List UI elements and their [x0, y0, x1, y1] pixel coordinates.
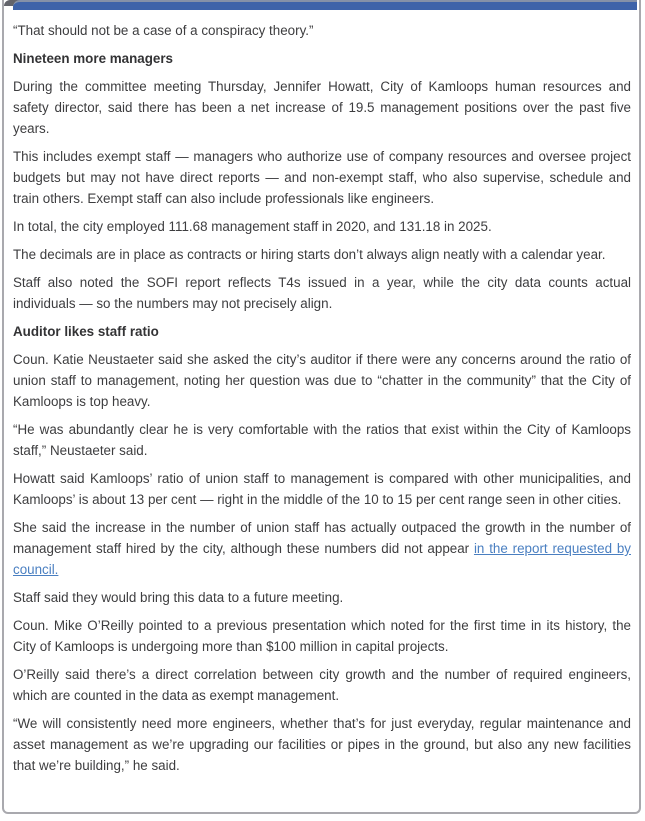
- paragraph: This includes exempt staff — managers who authorize use of company resources and oversee project budgets but may not have direct reports — and non-exempt staff, who also supervise, schedule and train others. Exempt staff can also include professionals like engineers.: [13, 149, 631, 206]
- paragraph-text: She said the increase in the number of union staff has actually outpaced the growth in the number of management staff hired by the city, although these numbers did not appear: [13, 520, 631, 556]
- top-accent-bar: [13, 0, 637, 10]
- paragraph: In total, the city employed 111.68 management staff in 2020, and 131.18 in 2025.: [13, 219, 492, 234]
- paragraph-with-link: [13, 517, 631, 580]
- quote-paragraph: “We will consistently need more engineers, whether that’s for just everyday, regular maintenance and asset management as we’re upgrading our facilities or pipes in the ground, but also any new facilities that we’re building,” he said.: [13, 716, 631, 773]
- article-body: [8, 12, 635, 808]
- section-heading-auditor-likes-staff-ratio: Auditor likes staff ratio: [13, 324, 159, 339]
- quote-paragraph: “That should not be a case of a conspiracy theory.”: [13, 23, 314, 38]
- paragraph: The decimals are in place as contracts or hiring starts don’t always align neatly with a calendar year.: [13, 247, 606, 262]
- paragraph: Howatt said Kamloops’ ratio of union staff to management is compared with other municipalities, and Kamloops’ is about 13 per cent — right in the middle of the 10 to 15 per cent range seen in other cities.: [13, 471, 631, 507]
- article-frame: [2, 0, 641, 814]
- paragraph: O’Reilly said there’s a direct correlation between city growth and the number of required engineers, which are counted in the data as exempt management.: [13, 667, 631, 703]
- paragraph: “He was abundantly clear he is very comfortable with the ratios that exist within the City of Kamloops staff,” Neustaeter said.: [13, 422, 631, 458]
- paragraph: Coun. Mike O’Reilly pointed to a previous presentation which noted for the first time in its history, the City of Kamloops is undergoing more than $100 million in capital projects.: [13, 618, 631, 654]
- paragraph: During the committee meeting Thursday, Jennifer Howatt, City of Kamloops human resources and safety director, said there has been a net increase of 19.5 management positions over the past five years.: [13, 79, 631, 136]
- report-requested-by-council-link[interactable]: in the report requested by council.: [13, 541, 631, 577]
- section-heading-nineteen-more-managers: Nineteen more managers: [13, 51, 174, 66]
- paragraph: Staff said they would bring this data to a future meeting.: [13, 590, 344, 605]
- paragraph: Staff also noted the SOFI report reflects T4s issued in a year, while the city data counts actual individuals — so the numbers may not precisely align.: [13, 275, 631, 311]
- paragraph: Coun. Katie Neustaeter said she asked the city’s auditor if there were any concerns around the ratio of union staff to management, noting her question was due to “chatter in the community” that the City of Kamloops is top heavy.: [13, 352, 631, 409]
